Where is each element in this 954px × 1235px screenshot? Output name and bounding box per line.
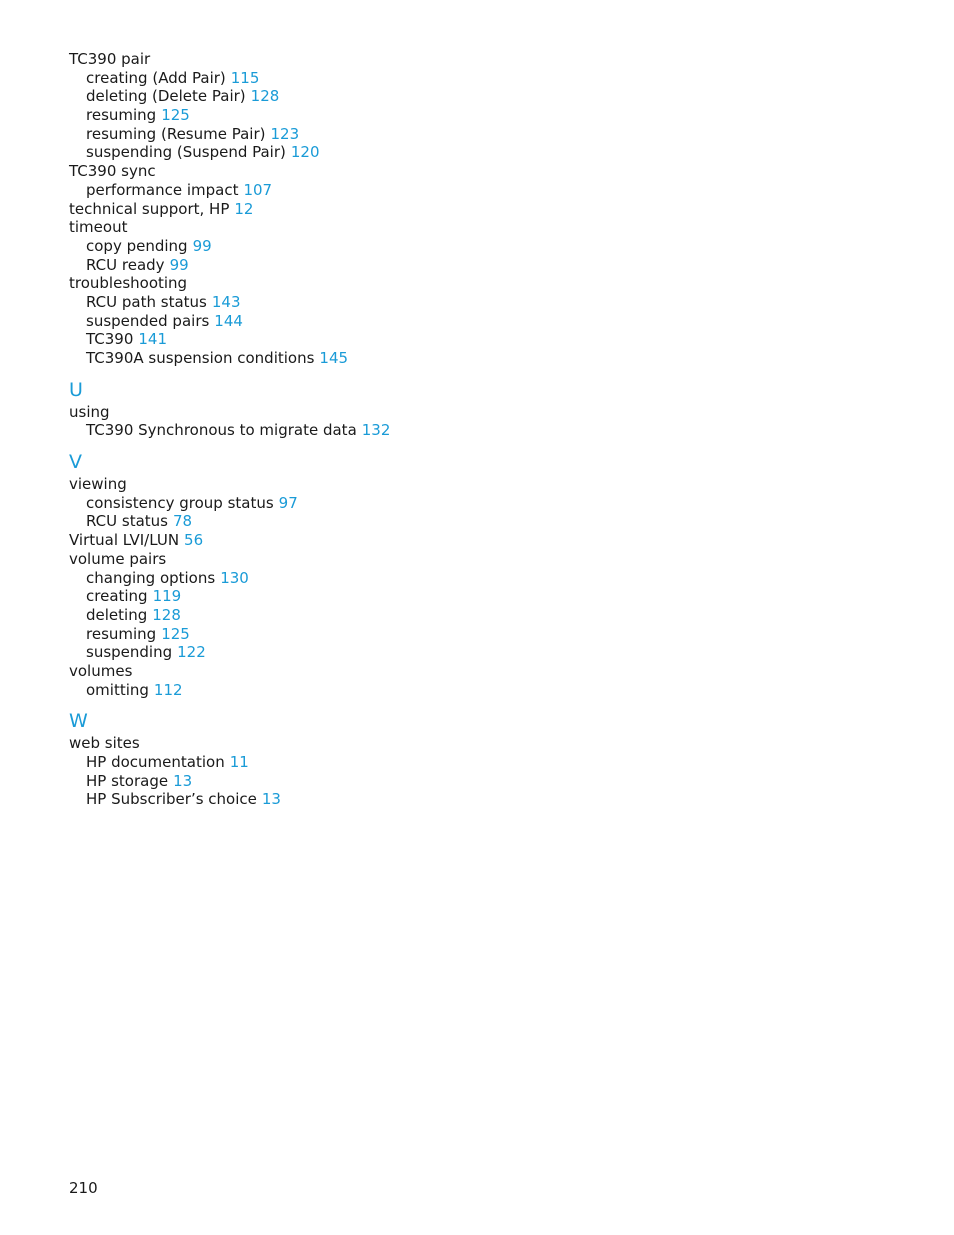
index-entry: [69, 274, 669, 293]
page-reference-link[interactable]: 11: [229, 753, 249, 771]
index-term: creating: [86, 587, 148, 606]
index-term: RCU path status: [86, 292, 207, 311]
index-term: resuming (Resume Pair): [86, 124, 266, 143]
index-subentry: [69, 587, 669, 606]
index-subentry: [69, 125, 669, 144]
index-term: suspending (Suspend Pair): [86, 143, 286, 162]
page-reference-link[interactable]: 123: [270, 124, 300, 143]
index-term: creating (Add Pair): [86, 68, 226, 87]
index-term: HP storage: [86, 771, 169, 790]
page-reference-link[interactable]: 12: [234, 199, 254, 218]
index-term: TC390 pair: [69, 50, 151, 68]
index-subentry: [69, 143, 669, 162]
index-subentry: [69, 772, 669, 791]
index-term: changing options: [86, 568, 216, 587]
index-section-u: [69, 378, 669, 440]
index-term: RCU ready: [86, 255, 165, 274]
index-term: Virtual LVI/LUN: [69, 531, 180, 550]
index-term: deleting (Delete Pair): [86, 87, 246, 106]
index-subentry: [69, 512, 669, 531]
index-subentry: [69, 349, 669, 368]
index-term: troubleshooting: [69, 274, 188, 293]
page-reference-link[interactable]: 13: [173, 771, 193, 790]
index-subentry: [69, 790, 669, 809]
page-reference-link[interactable]: 107: [243, 180, 273, 199]
page-reference-link[interactable]: 112: [153, 680, 183, 699]
index-subentry: [69, 69, 669, 88]
index-term: technical support, HP: [69, 199, 230, 218]
index-entry: [69, 734, 669, 753]
index-entry: [69, 218, 669, 237]
page-reference-link[interactable]: 128: [250, 87, 280, 106]
index-subentry: [69, 181, 669, 200]
index-subentry: [69, 606, 669, 625]
index-section: [69, 50, 669, 368]
index-term: suspending: [86, 643, 173, 662]
page-reference-link[interactable]: 97: [278, 493, 298, 512]
page-reference-link[interactable]: 130: [220, 568, 249, 587]
index-subentry: [69, 643, 669, 662]
index-subentry: [69, 106, 669, 125]
index-entry: [69, 662, 669, 681]
page-reference-link[interactable]: 115: [230, 68, 260, 87]
page-number: 210: [69, 1179, 98, 1197]
index-subentry: [69, 237, 669, 256]
index-term: HP documentation: [86, 753, 225, 771]
page-reference-link[interactable]: 144: [214, 311, 243, 330]
page-reference-link[interactable]: 132: [361, 421, 391, 440]
index-term: copy pending: [86, 236, 188, 255]
index-section-w: [69, 709, 669, 809]
index-term: consistency group status: [86, 493, 274, 512]
index-term: TC390A suspension conditions: [86, 349, 315, 367]
page-reference-link[interactable]: 120: [290, 143, 320, 162]
index-list: [69, 50, 669, 809]
index-term: volumes: [69, 661, 133, 680]
index-term: TC390: [86, 330, 134, 349]
index-term: resuming: [86, 624, 157, 643]
page-reference-link[interactable]: 99: [169, 255, 189, 274]
index-term: RCU status: [86, 512, 168, 531]
index-term: suspended pairs: [86, 311, 210, 330]
index-term: volume pairs: [69, 549, 167, 568]
index-term: deleting: [86, 605, 148, 624]
index-entry: [69, 200, 669, 219]
page-reference-link[interactable]: 122: [177, 643, 206, 662]
index-term: web sites: [69, 734, 140, 753]
page-reference-link[interactable]: 125: [161, 106, 190, 125]
index-subentry: [69, 753, 669, 772]
index-subentry: [69, 312, 669, 331]
index-subentry: [69, 330, 669, 349]
index-subentry: [69, 421, 669, 440]
index-subentry: [69, 681, 669, 700]
page-reference-link[interactable]: 99: [192, 236, 212, 255]
index-subentry: [69, 494, 669, 513]
index-entry: [69, 475, 669, 494]
index-section-v: [69, 450, 669, 699]
index-entry: [69, 403, 669, 422]
index-term: using: [69, 402, 110, 421]
index-subentry: [69, 625, 669, 644]
section-letter: U: [69, 378, 83, 401]
index-term: omitting: [86, 680, 149, 699]
index-term: TC390 Synchronous to migrate data: [86, 421, 357, 440]
index-entry: [69, 550, 669, 569]
index-term: timeout: [69, 218, 128, 237]
index-subentry: [69, 569, 669, 588]
index-subentry: [69, 293, 669, 312]
section-letter: W: [69, 710, 88, 733]
page-reference-link[interactable]: 119: [152, 587, 182, 606]
page-reference-link[interactable]: 141: [138, 330, 168, 349]
index-subentry: [69, 87, 669, 106]
page-reference-link[interactable]: 143: [211, 292, 241, 311]
page-reference-link[interactable]: 13: [261, 790, 281, 809]
index-subentry: [69, 256, 669, 275]
index-term: viewing: [69, 475, 127, 494]
index-term: HP Subscriber’s choice: [86, 790, 257, 809]
index-entry: [69, 531, 669, 550]
page-reference-link[interactable]: 78: [173, 512, 193, 531]
page-reference-link[interactable]: 128: [152, 605, 181, 624]
index-term: resuming: [86, 106, 157, 125]
index-entry: [69, 50, 669, 69]
index-entry: [69, 162, 669, 181]
page-reference-link[interactable]: 145: [319, 349, 349, 367]
page-reference-link[interactable]: 56: [184, 531, 204, 550]
index-term: TC390 sync: [69, 162, 156, 181]
page-reference-link[interactable]: 125: [161, 624, 190, 643]
index-term: performance impact: [86, 180, 239, 199]
section-letter: V: [69, 451, 82, 474]
